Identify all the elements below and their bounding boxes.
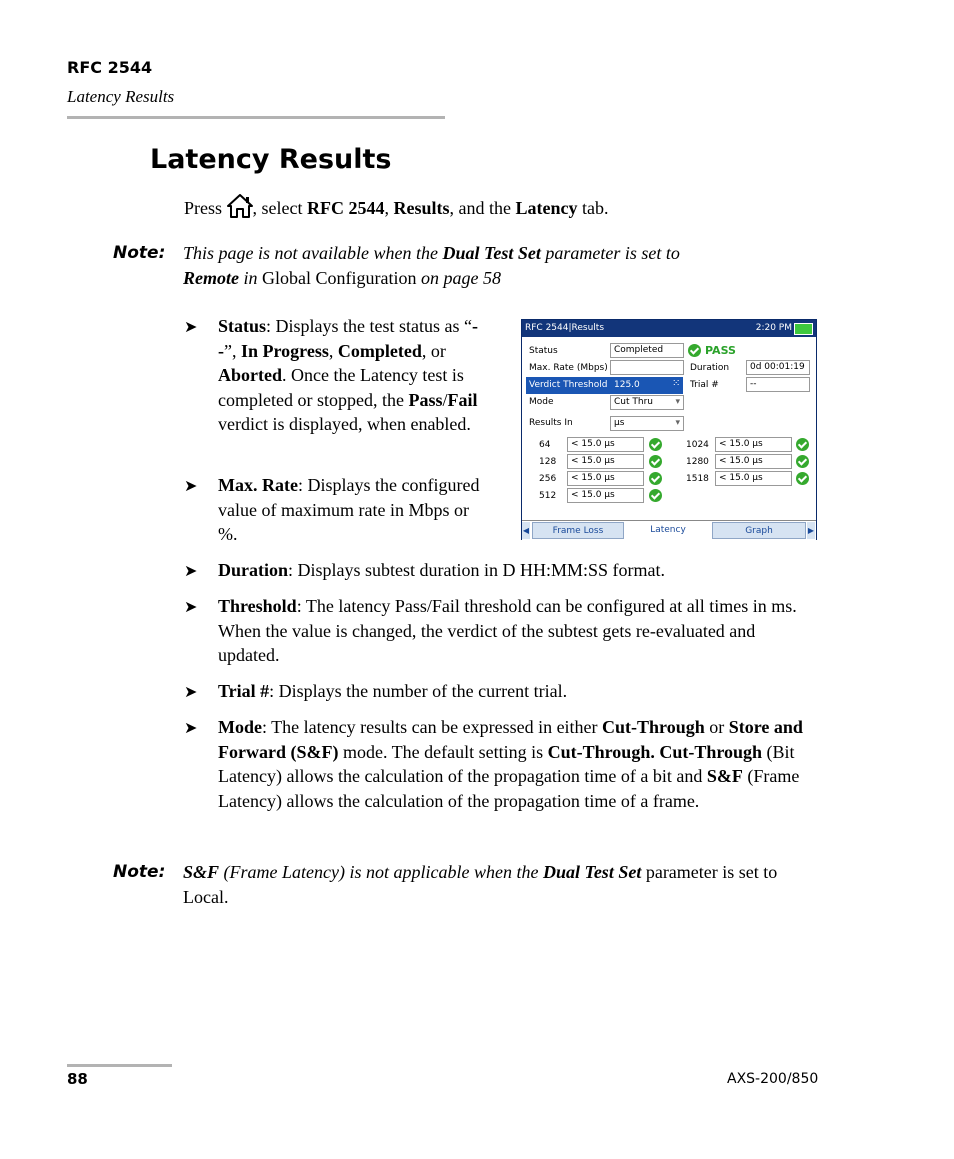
bullet-duration: ➤ Duration: Displays subtest duration in D HH:MM:SS format. [184, 558, 834, 583]
chevron-down-icon: ▾ [675, 418, 680, 428]
frame-128-latency: < 15.0 µs [567, 454, 644, 469]
frame-1024-latency: < 15.0 µs [715, 437, 792, 452]
battery-icon [794, 323, 813, 335]
bullet-max-rate: ➤ Max. Rate: Displays the configured value of maximum rate in Mbps or %. [184, 475, 480, 545]
running-header-subtitle: Latency Results [67, 87, 175, 106]
press-instruction: Press , select RFC 2544, Results, and the Latency tab. [184, 194, 609, 219]
bullet-mode: ➤ Mode: The latency results can be expressed in either Cut-Through or Store and Forward (S&F) mode. The default setting is Cut-Through. Cut-Through (Bit Latency) allows the calculation of the propagation time of a bit and S&F (Frame Latency) allows the calculation of the propagation time of a frame. [184, 717, 803, 811]
tab-graph[interactable]: Graph [712, 522, 806, 539]
tab-frame-loss[interactable]: Frame Loss [532, 522, 624, 539]
pass-check-icon [796, 455, 809, 468]
footer-rule [67, 1064, 172, 1067]
bullet-arrow-icon: ➤ [184, 563, 198, 580]
tab-latency[interactable]: Latency [624, 522, 712, 539]
bullet-arrow-icon: ➤ [184, 684, 198, 701]
note-sf: Note: S&F (Frame Latency) is not applicable when the Dual Test Set parameter is set to Local. [113, 862, 778, 907]
note-dual-test-set: Note: This page is not available when the Dual Test Set parameter is set to Remote in Global Configuration on page 58 [113, 243, 680, 288]
latency-results-screenshot: RFC 2544|Results 2:20 PM Status Max. Rate (Mbps) Verdict Threshold Mode Results In Completed 125.0 ⁙ Cut Thru ▾ µs ▾ PASS Duration 0d 00:01:19 Trial # -- 64 < 15.0 µs 128 < 15.0 µs 256 < 15.0 µs 512 < 15.0 µs 1024 < 15.0 µs 1280 < 15.0 µs 1518 < 15.0 µs ◀ Frame Loss Latency Graph ▶ [521, 319, 817, 540]
header-rule [67, 116, 445, 119]
duration-field: 0d 00:01:19 [746, 360, 810, 375]
mode-select[interactable]: Cut Thru ▾ [610, 395, 684, 410]
bullet-arrow-icon: ➤ [184, 599, 198, 616]
bullet-arrow-icon: ➤ [184, 319, 198, 336]
running-header-section: RFC 2544 [67, 58, 153, 77]
page-number: 88 [67, 1070, 88, 1088]
bullet-arrow-icon: ➤ [184, 720, 198, 737]
frame-64-latency: < 15.0 µs [567, 437, 644, 452]
home-icon [227, 194, 253, 218]
product-name: AXS-200/850 [727, 1071, 819, 1087]
pass-check-icon [688, 344, 701, 357]
chevron-down-icon: ▾ [675, 397, 680, 407]
bullet-status: ➤ Status: Displays the test status as “--”, In Progress, Completed, or Aborted. Once the Latency test is completed or stopped, the Pass/Fail verdict is displayed, when enabled. [184, 316, 478, 435]
screen-title-bar: RFC 2544|Results 2:20 PM [522, 320, 816, 337]
pass-check-icon [649, 472, 662, 485]
tab-bar [522, 520, 816, 540]
pass-check-icon [649, 438, 662, 451]
bullet-arrow-icon: ➤ [184, 478, 198, 495]
keypad-icon[interactable]: ⁙ [672, 378, 681, 389]
verdict-threshold-field[interactable]: 125.0 [614, 380, 640, 390]
results-in-select[interactable]: µs ▾ [610, 416, 684, 431]
pass-check-icon [796, 438, 809, 451]
status-field: Completed [610, 343, 684, 358]
max-rate-field [610, 360, 684, 375]
scroll-right-icon[interactable]: ▶ [807, 522, 815, 539]
pass-check-icon [796, 472, 809, 485]
frame-1518-latency: < 15.0 µs [715, 471, 792, 486]
frame-1280-latency: < 15.0 µs [715, 454, 792, 469]
scroll-left-icon[interactable]: ◀ [522, 522, 530, 539]
trial-field: -- [746, 377, 810, 392]
page-title: Latency Results [150, 144, 392, 175]
pass-check-icon [649, 489, 662, 502]
pass-check-icon [649, 455, 662, 468]
frame-256-latency: < 15.0 µs [567, 471, 644, 486]
bullet-trial: ➤ Trial #: Displays the number of the current trial. [184, 679, 834, 704]
verdict-pass: PASS [705, 344, 736, 357]
frame-512-latency: < 15.0 µs [567, 488, 644, 503]
bullet-threshold: ➤ Threshold: The latency Pass/Fail threshold can be configured at all times in ms. When the value is changed, the verdict of the subtest gets re-evaluated and updated. [184, 596, 797, 666]
